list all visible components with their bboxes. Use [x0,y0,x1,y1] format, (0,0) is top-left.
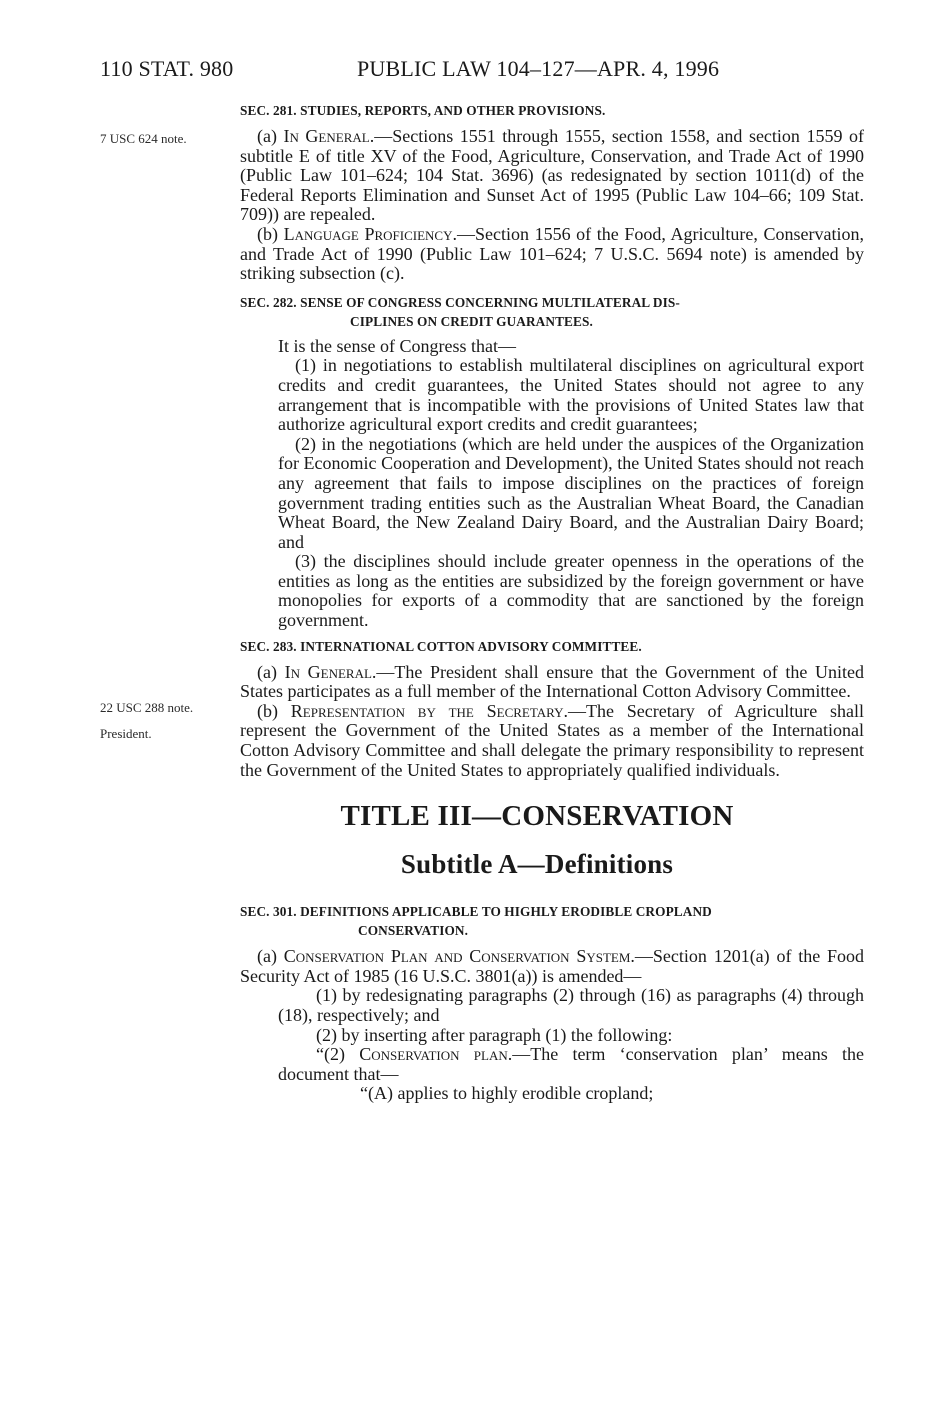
sec301-quoted-subparagraph-a [240,1084,864,1104]
sec281-subsection-b [240,225,864,284]
sec282-paragraph-1 [240,356,864,434]
margin-note-sec281: 7 USC 624 note. [100,131,187,146]
sec301-heading [240,902,864,940]
sec283-subsection-b [240,702,864,780]
running-header: PUBLIC LAW 104–127—APR. 4, 1996 [357,56,720,81]
sec283-b-label: (b) [257,700,291,721]
sec283-b-text: —The Secretary of Agriculture shall represent the Government of the United States as a member of the International Cotton Advisory Committee and shall delegate the primary responsibility to represent the Government of the United States to appropriately qualified individuals. [240,700,864,780]
sec281-a-text: —Sections 1551 through 1555, section 1558, and section 1559 of subtitle E of title XV of the Food, Agriculture, Conservation, and Trade Act of 1990 (Public Law 101–624; 104 Stat. 3696) (as redesignated by section 1011(d) of the Federal Reports Elimination and Sunset Act of 1995 (Public Law 104–66; 109 Stat. 709)) are repealed. [240,126,864,225]
sec301-a-caption: Conservation Plan and Conservation System. [283,946,635,967]
margin-note-president: President. [100,726,152,741]
sec301-p2-text: (2) by inserting after paragraph (1) the following: [316,1024,673,1045]
sec283-a-caption: In General. [284,661,377,682]
sec301-q2-text: —The term ‘conservation plan’ means the document that— [278,1044,864,1084]
sec301-a-text: —Section 1201(a) of the Food Security Act of 1985 (16 U.S.C. 3801(a)) is amended— [240,946,864,986]
sec281-heading: SEC. 281. STUDIES, REPORTS, AND OTHER PROVISIONS. [240,103,606,118]
sec281-b-text: —Section 1556 of the Food, Agriculture, Conservation, and Trade Act of 1990 (Public Law 101–624; 7 U.S.C. 5694 note) is amended by striking subsection (c). [240,223,864,284]
sec301-q2-label: “(2) [316,1044,360,1065]
sec301-paragraph-2 [240,1026,864,1046]
sec301-a-label: (a) [257,946,284,967]
sec282-intro: It is the sense of Congress that— [278,335,516,356]
margin-note-sec283: 22 USC 288 note. [100,700,194,715]
sec301-subsection-a [240,947,864,986]
sec281-a-caption: In General. [283,126,375,146]
sec282-heading [240,293,864,331]
sec301-p1-text: (1) by redesignating paragraphs (2) through (16) as paragraphs (4) through (18), respectively; and [278,985,864,1025]
sec281-b-caption: Language Proficiency. [283,223,457,244]
sec281-a-label: (a) [257,126,284,146]
sec282-heading-line2: CIPLINES ON CREDIT GUARANTEES. [350,313,593,329]
sec283-a-text: —The President shall ensure that the Government of the United States participates as a full member of the International Cotton Advisory Committee. [240,661,865,702]
sec301-heading-line1: SEC. 301. DEFINITIONS APPLICABLE TO HIGHLY ERODIBLE CROPLAND [240,904,712,920]
sec301-quoted-paragraph-2 [240,1045,864,1084]
sec301-paragraph-1 [240,986,864,1025]
sec301-q2-caption: Conservation plan. [359,1044,513,1065]
sec283-heading: SEC. 283. INTERNATIONAL COTTON ADVISORY COMMITTEE. [240,638,642,654]
subtitle-heading: Subtitle A—Definitions [400,849,674,880]
sec283-a-label: (a) [257,661,285,682]
document-body [240,101,864,1104]
title-heading: TITLE III—CONSERVATION [340,800,734,833]
sec282-p1-text: (1) in negotiations to establish multilateral disciplines on agricultural export credits and credit guarantees, the United States should not agree to any arrangement that is incompatible with the provisions of United States law that authorize agricultural export credits and credit guarantees; [278,355,864,435]
sec283-subsection-a [240,663,864,702]
sec282-paragraph-2 [240,435,864,553]
sec301-qA-text: “(A) applies to highly erodible cropland; [360,1083,654,1104]
sec282-paragraph-3 [240,552,864,630]
sec281-subsection-a [240,127,864,225]
statute-page-number: 110 STAT. 980 [100,56,234,81]
sec282-p3-text: (3) the disciplines should include greater openness in the operations of the entities as long as the entities are subsidized by the foreign government or have monopolies for exports of a commodity that are sanctioned by the foreign government. [278,551,864,631]
sec301-heading-line2: CONSERVATION. [358,923,469,939]
sec282-heading-line1: SEC. 282. SENSE OF CONGRESS CONCERNING MULTILATERAL DIS- [240,294,680,310]
sec283-b-caption: Representation by the Secretary. [290,700,569,721]
sec282-p2-text: (2) in the negotiations (which are held under the auspices of the Organization for Economic Cooperation and Development), the United States should not reach any agreement that fails to impose disciplines on the practices of foreign government trading entities such as the Australian Wheat Board, the Canadian Wheat Board, the New Zealand Dairy Board, and the Australian Dairy Board; and [278,433,864,552]
sec281-b-label: (b) [257,223,284,244]
